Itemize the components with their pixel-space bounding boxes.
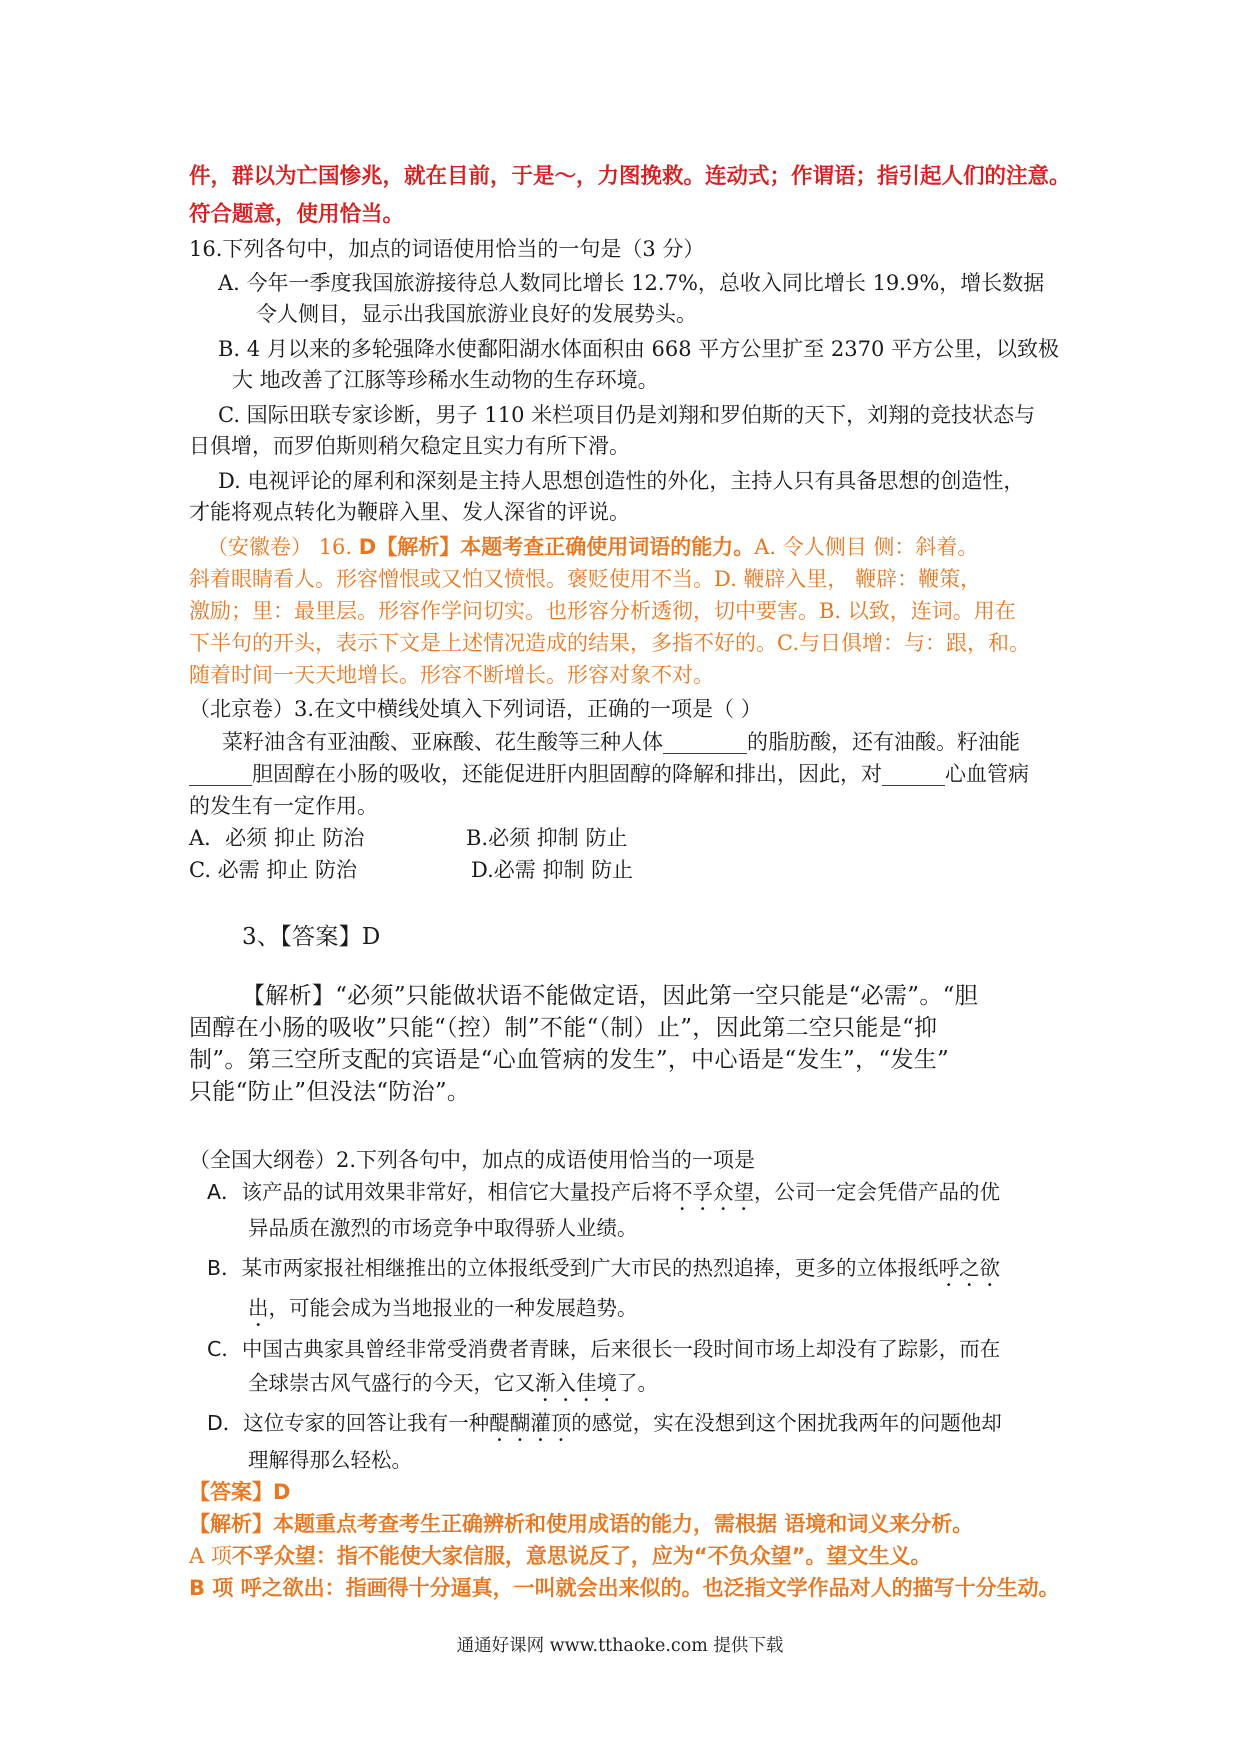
q2-option-d-rest: 的感觉，实在没想到这个困扰我两年的问题他却 [571, 1411, 1002, 1435]
q2-option-c-line1: C．中国古典家具曾经非常受消费者青睐，后来很长一段时间市场上却没有了踪影，而在 [207, 1337, 1001, 1361]
q16-analysis-heading: D【解析】本题考查正确使用词语的能力。 [358, 535, 755, 559]
q16-analysis-line2: 斜着眼睛看人。形容憎恨或又怕又愤恨。褒贬使用不当。D. 鞭辟入里， 鞭辟：鞭策， [189, 567, 982, 591]
q3-passage-line1: 菜籽油含有亚油酸、亚麻酸、花生酸等三种人体________的脂肪酸，还有油酸。籽油能 [222, 730, 1020, 754]
q16-option-d-line1: D. 电视评论的犀利和深刻是主持人思想创造性的外化，主持人只有具备思想的创造性， [218, 469, 1025, 493]
q16-option-b-line1: B. 4 月以来的多轮强降水使鄱阳湖水体面积由 668 平方公里扩至 2370 平方公里，以致极 [218, 337, 1060, 361]
q2-option-d-idiom: 醍醐灌顶 [489, 1411, 572, 1435]
q2-option-a-rest: ，公司一定会凭借产品的优 [754, 1180, 1001, 1204]
q16-analysis-line1 [207, 531, 978, 563]
q16-option-a-line1: A. 今年一季度我国旅游接待总人数同比增长 12.7%，总收入同比增长 19.9%，增长数据 [218, 271, 1045, 295]
q2-analysis-line1: 【解析】本题重点考查考生正确辨析和使用成语的能力，需根据 语境和词义来分析。 [189, 1512, 974, 1536]
q3-option-a: A．必须 抑止 防治 [189, 826, 365, 850]
q16-analysis-line5: 随着时间一天天地增长。形容不断增长。形容对象不对。 [189, 663, 714, 687]
q16-analysis-line3: 激励；里：最里层。形容作学问切实。也形容分析透彻，切中要害。B. 以致，连词。用在 [189, 599, 1016, 623]
carryover-line-1: 件，群以为亡国惨兆，就在目前，于是～，力图挽救。连动式；作谓语；指引起人们的注意。 [189, 164, 1071, 189]
q2-option-a-line1 [207, 1176, 1000, 1215]
q16-option-a-line2: 令人侧目，显示出我国旅游业良好的发展势头。 [256, 302, 697, 326]
q3-analysis-line4: 只能“防止”但没法“防治”。 [189, 1079, 471, 1105]
q16-option-b-line2: 大 地改善了江豚等珍稀水生动物的生存环境。 [232, 368, 659, 392]
q3-option-b: B.必须 抑制 防止 [466, 826, 628, 850]
q2-option-c-idiom: 渐入佳境 [535, 1371, 617, 1395]
q16-option-d-line2: 才能将观点转化为鞭辟入里、发人深省的评说。 [189, 500, 630, 524]
q16-analysis-source: （安徽卷） [207, 535, 312, 559]
q3-analysis-line3: 制”。第三空所支配的宾语是“心血管病的发生”，中心语是“发生”，“发生” [189, 1047, 950, 1073]
q2-stem: （全国大纲卷）2.下列各句中，加点的成语使用恰当的一项是 [189, 1148, 756, 1172]
q2-option-b-rest: ，可能会成为当地报业的一种发展趋势。 [268, 1296, 638, 1320]
q3-passage-line3: 的发生有一定作用。 [189, 794, 378, 818]
q2-option-b-idiom: 呼之欲 [938, 1256, 1001, 1280]
q16-stem: 16.下列各句中，加点的词语使用恰当的一句是（3 分） [189, 237, 705, 261]
q3-analysis-line1: 【解析】“必须”只能做状语不能做定语，因此第一空只能是“必需”。“胆 [242, 983, 978, 1009]
q2-option-b-line2 [248, 1292, 638, 1331]
q3-analysis-line2: 固醇在小肠的吸收”只能“（控）制”不能“（制）止”，因此第二空只能是“抑 [189, 1015, 938, 1041]
q3-option-c: C. 必需 抑止 防治 [189, 858, 358, 882]
q2-option-c-line2 [248, 1367, 658, 1406]
q3-passage-line2: ______胆固醇在小肠的吸收，还能促进肝内胆固醇的降解和排出，因此，对______心血管病 [189, 762, 1029, 786]
q2-option-a-line2: 异品质在激烈的市场竞争中取得骄人业绩。 [248, 1216, 638, 1240]
q3-option-d: D.必需 抑制 防止 [471, 858, 634, 882]
q2-option-a-idiom: 不孚众望 [672, 1180, 755, 1204]
q2-option-a-text: A．该产品的试用效果非常好，相信它大量投产后将 [207, 1180, 673, 1204]
q16-analysis-number: 16. [318, 535, 353, 559]
q2-option-d-line2: 理解得那么轻松。 [248, 1448, 412, 1472]
carryover-line-2: 符合题意，使用恰当。 [189, 202, 405, 227]
q2-analysis-label-a: A 项 [189, 1544, 232, 1568]
q16-option-c-line2: 日俱增，而罗伯斯则稍欠稳定且实力有所下滑。 [189, 434, 630, 458]
q2-option-c-rest: 了。 [617, 1371, 658, 1395]
q2-option-d-line1 [207, 1407, 1002, 1446]
q2-option-c-text: 全球崇古风气盛行的今天，它又 [248, 1371, 535, 1395]
q2-option-d-text: D．这位专家的回答让我有一种 [207, 1411, 490, 1435]
q16-analysis-line4: 下半句的开头，表示下文是上述情况造成的结果，多指不好的。C.与日俱增：与：跟，和。 [189, 631, 1030, 655]
q16-analysis-tail: A. 令人侧目 侧：斜着。 [754, 535, 979, 559]
q2-analysis-line3: B 项 呼之欲出：指画得十分逼真，一叫就会出来似的。也泛指文学作品对人的描写十分生动。 [189, 1576, 1060, 1600]
q2-answer: 【答案】D [189, 1480, 291, 1504]
q2-option-b-text: B．某市两家报社相继推出的立体报纸受到广大市民的热烈追捧，更多的立体报纸 [207, 1256, 939, 1280]
q2-analysis-line2 [189, 1540, 931, 1572]
q2-analysis-text-a: 不孚众望：指不能使大家信服，意思说反了，应为“不负众望”。望文生义。 [231, 1544, 932, 1568]
q2-option-b-idiom-end: 出 [248, 1296, 269, 1320]
q16-option-c-line1: C. 国际田联专家诊断，男子 110 米栏项目仍是刘翔和罗伯斯的天下，刘翔的竞技状态与 [218, 403, 1036, 427]
q2-option-b-line1 [207, 1252, 1000, 1291]
q3-stem: （北京卷）3.在文中横线处填入下列词语，正确的一项是（ ） [189, 697, 762, 721]
page-footer: 通通好课网 www.tthaoke.com 提供下载 [456, 1636, 784, 1656]
q3-answer: 3、【答案】D [242, 924, 381, 950]
